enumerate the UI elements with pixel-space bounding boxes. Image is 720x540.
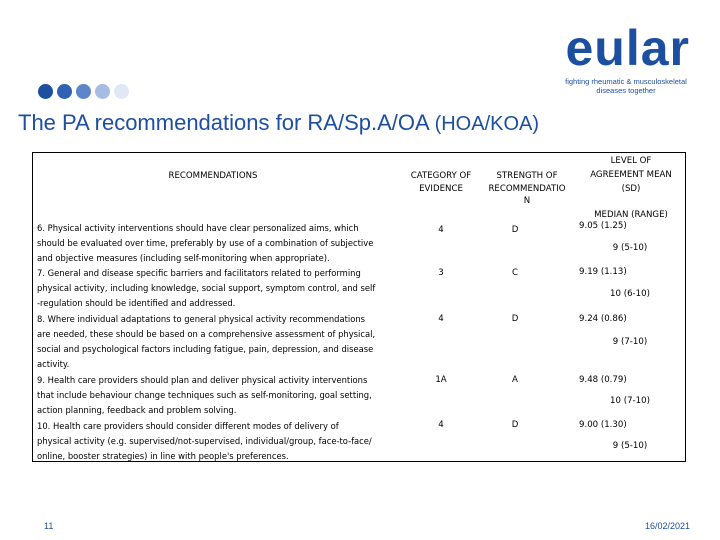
row-6-mean: 9.05 (1.25) bbox=[579, 221, 627, 231]
title-paren: (HOA/KOA) bbox=[434, 113, 540, 135]
row-6-text bbox=[37, 221, 393, 266]
header-category-line1: CATEGORY OF bbox=[410, 171, 472, 181]
header-level-line1: LEVEL OF bbox=[610, 156, 652, 166]
header-category bbox=[401, 170, 481, 195]
row-10-mean: 9.00 (1.30) bbox=[579, 420, 627, 430]
eular-logo bbox=[565, 20, 690, 76]
page-number: 11 bbox=[44, 521, 54, 531]
tagline-line-1: fighting rheumatic & musculoskeletal bbox=[565, 77, 687, 86]
row-6-line-3: and objective measures (including self-monitoring when appropriate). bbox=[37, 253, 330, 263]
header-recommendations: RECOMMENDATIONS bbox=[168, 171, 258, 181]
row-8-text bbox=[37, 312, 393, 372]
logo-text: eular bbox=[565, 20, 690, 76]
row-8-line-4: activity. bbox=[37, 359, 70, 369]
row-9-category: 1A bbox=[435, 375, 447, 385]
tagline-line-2: diseases together bbox=[596, 86, 656, 95]
row-9-strength: A bbox=[512, 375, 518, 385]
row-8-line-3: social and psychological factors including fatigue, pain, depression, and disease bbox=[37, 344, 374, 354]
row-7-line-3: -regulation should be identified and addressed. bbox=[37, 298, 236, 308]
row-7-line-2: physical activity, including knowledge, social support, symptom control, and self bbox=[37, 283, 376, 293]
header-strength-line3: N bbox=[523, 196, 531, 206]
row-6-strength: D bbox=[511, 225, 519, 235]
dot-2 bbox=[57, 84, 72, 99]
row-9-line-1: 9. Health care providers should plan and deliver physical activity interventions bbox=[37, 375, 368, 385]
logo-tagline bbox=[562, 77, 690, 95]
dot-3 bbox=[76, 84, 91, 99]
row-7-mean: 9.19 (1.13) bbox=[579, 267, 627, 277]
row-7-category: 3 bbox=[438, 268, 444, 278]
row-6-line-2: should be evaluated over time, preferably by use of a combination of subjective bbox=[37, 238, 374, 248]
slide-title bbox=[18, 110, 539, 136]
dot-4 bbox=[95, 84, 110, 99]
header-strength-line2: RECOMMENDATIO bbox=[488, 183, 566, 194]
row-10-strength: D bbox=[511, 420, 519, 430]
row-6-line-1: 6. Physical activity interventions should have clear personalized aims, which bbox=[37, 223, 359, 233]
row-7-line-1: 7. General and disease specific barriers and facilitators related to performing bbox=[37, 268, 361, 278]
row-8-line-2: are needed, these should be based on a comprehensive assessment of physical, bbox=[37, 329, 376, 339]
row-10-category: 4 bbox=[438, 420, 444, 430]
header-strength-line1: STRENGTH OF bbox=[496, 171, 558, 181]
recommendations-table bbox=[32, 152, 686, 462]
header-level-line2: AGREEMENT MEAN bbox=[590, 170, 672, 180]
row-9-mean: 9.48 (0.79) bbox=[579, 375, 627, 385]
dot-1 bbox=[38, 84, 53, 99]
row-10-median: 9 (5-10) bbox=[612, 441, 648, 451]
row-6-median: 9 (5-10) bbox=[612, 243, 648, 253]
header-level bbox=[577, 154, 685, 222]
row-8-line-1: 8. Where individual adaptations to general physical activity recommendations bbox=[37, 314, 366, 324]
decorative-dots bbox=[38, 84, 129, 99]
header-level-line4: MEDIAN (RANGE) bbox=[594, 210, 668, 220]
row-9-line-3: action planning, feedback and problem solving. bbox=[37, 405, 237, 415]
header-category-line2: EVIDENCE bbox=[419, 183, 463, 194]
dot-5 bbox=[114, 84, 129, 99]
row-9-median: 10 (7-10) bbox=[610, 396, 650, 406]
row-8-strength: D bbox=[511, 314, 519, 324]
title-main: The PA recommendations for RA/Sp.A/OA bbox=[18, 110, 435, 135]
row-8-median: 9 (7-10) bbox=[612, 337, 648, 347]
row-9-text bbox=[37, 373, 393, 418]
row-10-line-2: physical activity (e.g. supervised/not-supervised, individual/group, face-to-face/ bbox=[37, 436, 372, 446]
row-7-median: 10 (6-10) bbox=[610, 289, 650, 299]
row-7-text bbox=[37, 266, 393, 311]
slide-date: 16/02/2021 bbox=[644, 521, 690, 531]
row-8-mean: 9.24 (0.86) bbox=[579, 314, 627, 324]
row-10-line-3: online, booster strategies) in line with people's preferences. bbox=[37, 451, 289, 461]
row-6-category: 4 bbox=[438, 225, 444, 235]
header-level-line3: (SD) bbox=[621, 184, 641, 194]
row-7-strength: C bbox=[511, 268, 518, 278]
header-strength bbox=[479, 170, 575, 208]
row-10-text bbox=[37, 419, 393, 464]
row-9-line-2: that include behaviour change techniques such as self-monitoring, goal setting, bbox=[37, 390, 372, 400]
row-8-category: 4 bbox=[438, 314, 444, 324]
row-10-line-1: 10. Health care providers should consider different modes of delivery of bbox=[37, 421, 339, 431]
